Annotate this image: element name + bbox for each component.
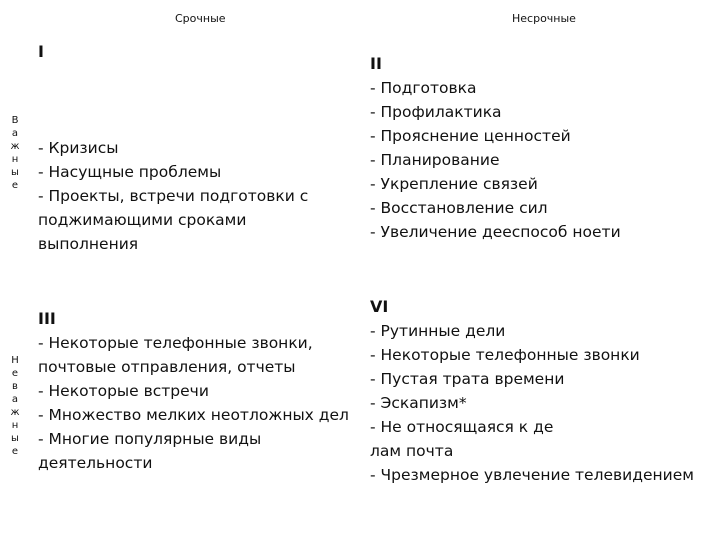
list-item: - Профилактика — [370, 103, 502, 121]
list-item: - Многие популярные виды — [38, 430, 262, 448]
quadrant-list — [38, 136, 308, 256]
quadrant-title: II — [370, 54, 382, 73]
row-label-letter: ж — [10, 141, 20, 152]
row-label-letter: н — [11, 154, 19, 165]
list-item: - Подготовка — [370, 79, 477, 97]
list-item: - Не относящаяся к де — [370, 418, 554, 436]
list-item: почтовые отправления, отчеты — [38, 358, 296, 376]
list-item: - Увеличение дееспособ ноети — [370, 223, 621, 241]
row-label-letter: ы — [11, 433, 19, 444]
header-urgent: Срочные — [175, 12, 226, 25]
quadrant-title: III — [38, 309, 56, 328]
quadrant-list — [38, 331, 349, 475]
row-label-letter: а — [11, 128, 19, 139]
row-label-letter: ж — [10, 407, 20, 418]
list-item: - Восстановление сил — [370, 199, 548, 217]
quadrant-1 — [38, 40, 308, 256]
row-label-letter: В — [11, 115, 19, 126]
list-item: - Пустая трата времени — [370, 370, 565, 388]
quadrant-list — [370, 319, 694, 487]
list-item: - Некоторые телефонные звонки, — [38, 334, 313, 352]
row-label-letter: е — [11, 446, 19, 457]
quadrant-4 — [370, 295, 694, 487]
list-item: - Проекты, встречи подготовки с — [38, 187, 309, 205]
list-item: - Чрезмерное увлечение телевидением — [370, 466, 694, 484]
row-label-letter: ы — [11, 167, 19, 178]
list-item: поджимающими сроками — [38, 211, 247, 229]
list-item: - Кризисы — [38, 139, 119, 157]
quadrant-list — [370, 76, 621, 244]
row-label-letter: Н — [11, 355, 19, 366]
quadrant-title: VI — [370, 297, 389, 316]
list-item: - Некоторые телефонные звонки — [370, 346, 640, 364]
list-item: - Некоторые встречи — [38, 382, 209, 400]
list-item: - Насущные проблемы — [38, 163, 222, 181]
row-label-letter: а — [11, 394, 19, 405]
row-label-letter: е — [11, 368, 19, 379]
list-item: - Планирование — [370, 151, 500, 169]
row-label-important — [10, 114, 20, 192]
quadrant-3 — [38, 307, 349, 475]
quadrant-2 — [370, 52, 621, 244]
list-item: - Эскапизм* — [370, 394, 467, 412]
quadrant-title: I — [38, 42, 44, 61]
row-label-letter: е — [11, 180, 19, 191]
row-label-not-important — [10, 354, 20, 458]
row-label-letter: н — [11, 420, 19, 431]
list-item: - Укрепление связей — [370, 175, 538, 193]
list-item: лам почта — [370, 442, 454, 460]
list-item: выполнения — [38, 235, 139, 253]
row-label-letter: в — [12, 381, 18, 392]
list-item: - Множество мелких неотложных дел — [38, 406, 349, 424]
list-item: - Прояснение ценностей — [370, 127, 571, 145]
header-not-urgent: Несрочные — [512, 12, 576, 25]
list-item: - Рутинные дели — [370, 322, 506, 340]
list-item: деятельности — [38, 454, 153, 472]
